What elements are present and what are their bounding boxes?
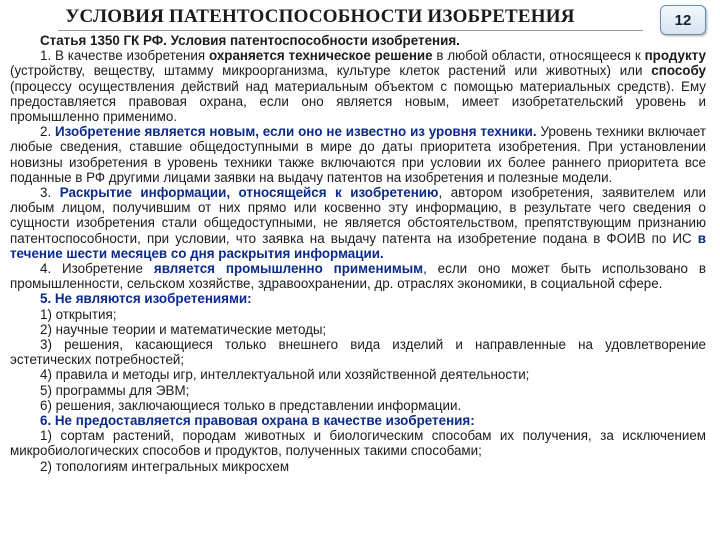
paragraph-2 <box>10 124 706 185</box>
paragraph-4 <box>10 261 706 291</box>
p3-emphasis-disclosure: Раскрытие информации, относящейся к изобретению <box>59 185 439 201</box>
p2-text-a: 2. <box>40 124 56 140</box>
title-underline <box>58 30 643 31</box>
list-item: 1) сортам растений, породам животных и биологическим способам их получения, за исключением микробиологических способов и продуктов, полученных такими способами; <box>10 428 706 459</box>
p4-text-c: , если оно может быть использовано в промышленности, сельском хозяйстве, здравоохранении, др. отраслях экономики, в социальной сфере. <box>10 261 706 292</box>
p1-text-a: 1. В качестве изобретения <box>40 48 209 64</box>
p2-emphasis-novelty: Изобретение является новым, если оно не известно из уровня техники. <box>55 124 537 140</box>
p3-text-c: , автором изобретения, заявителем или любым лицом, получившим от них прямо или косвенно эту информацию, в результате чего сведения о сущности изобретения стали общедоступными, не является обстоятельством, препятствующим признанию патентоспособности, при условии, что заявка на выдачу патента на изобретение подана в ФОИВ по ИС <box>10 185 707 246</box>
p3-text-a: 3. <box>40 185 60 201</box>
p1-emphasis-technical-solution: охраняется техническое решение <box>208 48 433 64</box>
list-item: 3) решения, касающиеся только внешнего вида изделий и направленные на удовлетворение эстетических потребностей; <box>10 337 706 368</box>
p1-text-e: (устройству, веществу, штамму микроорганизма, культуре клеток растений или животных) или <box>10 63 652 79</box>
list-item: 2) научные теории и математические методы; <box>40 321 327 337</box>
p1-text-c: в любой области, относящееся к <box>432 48 645 64</box>
article-heading: Статья 1350 ГК РФ. Условия патентоспособности изобретения. <box>40 33 460 48</box>
p2-text-c: Уровень техники включает любые сведения, ставшие общедоступными в мире до даты приоритета изобретения. При установлении новизны изобретения в уровень техники также включаются при условии их более раннего приоритета все поданные в РФ другими лицами заявки на выдачу патентов на изобретения и полезные модели. <box>10 124 707 185</box>
list-item: 6) решения, заключающиеся только в представлении информации. <box>40 397 462 413</box>
list-item: 1) открытия; <box>40 306 117 322</box>
p4-emphasis-industrial: является промышленно применимым <box>153 261 424 277</box>
p4-text-a: 4. Изобретение <box>40 261 154 277</box>
p1-emphasis-product: продукту <box>644 48 706 64</box>
paragraph-5-heading: 5. Не являются изобретениями: <box>40 291 252 307</box>
list-item: 2) топологиям интегральных микросхем <box>40 458 290 474</box>
list-item: 4) правила и методы игр, интеллектуальной или хозяйственной деятельности; <box>40 367 530 383</box>
paragraph-1 <box>10 48 706 124</box>
slide-title: УСЛОВИЯ ПАТЕНТОСПОСОБНОСТИ ИЗОБРЕТЕНИЯ <box>65 6 575 27</box>
p3-emphasis-six-months: в течение шести месяцев со дня раскрытия информации. <box>10 230 706 261</box>
page-number-badge: 12 <box>660 5 706 35</box>
p1-emphasis-method: способу <box>651 63 706 79</box>
list-item: 5) программы для ЭВМ; <box>40 382 190 398</box>
paragraph-6-heading: 6. Не предоставляется правовая охрана в качестве изобретения: <box>40 413 475 429</box>
paragraph-3 <box>10 185 706 261</box>
article-text <box>10 33 706 474</box>
p1-text-g: (процессу осуществления действий над материальным объектом с помощью материальных средств). Ему предоставляется правовая охрана, если оно является новым, имеет изобретательский уровень и промышленно применимо. <box>10 78 706 125</box>
